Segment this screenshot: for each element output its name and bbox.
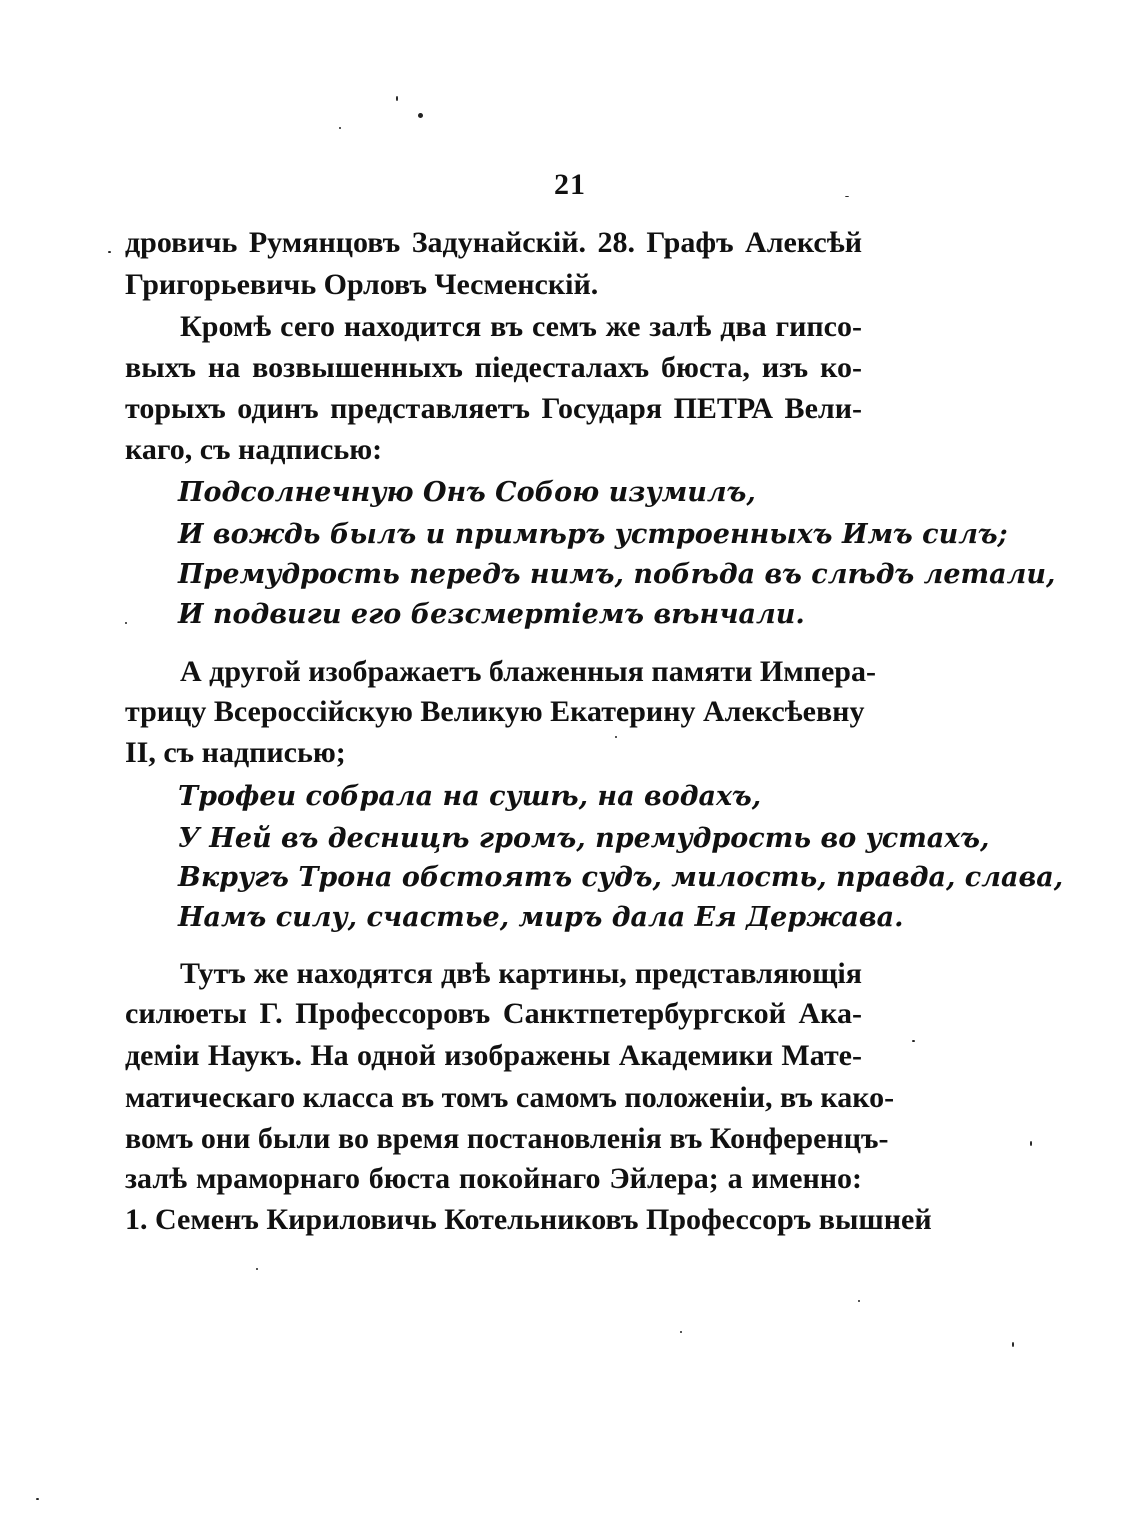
scan-speck <box>845 196 849 197</box>
scan-speck <box>858 1300 860 1302</box>
paragraph-first-line: Кромѣ сего находится въ семъ же залѣ два гипсо- <box>180 310 862 343</box>
scan-speck <box>418 113 423 118</box>
verse-line: Премудрость передъ нимъ, побѣда въ слѣдъ летали, <box>178 559 1056 590</box>
text-line: выхъ на возвышенныхъ піедесталахъ бюста, изъ ко- <box>125 351 862 384</box>
text-line: дровичь Румянцовъ Задунайскій. 28. Графъ Алексѣй <box>125 226 862 259</box>
scan-speck <box>256 1268 258 1270</box>
page-number: 21 <box>554 168 586 201</box>
text-line: вомъ они были во время постановленія въ Конференцъ- <box>125 1122 889 1155</box>
text-line: залѣ мраморнаго бюста покойнаго Эйлера; а именно: <box>125 1162 862 1195</box>
scan-speck <box>108 251 111 253</box>
scan-speck <box>125 622 127 624</box>
text-line: Григорьевичь Орловъ Чесменскій. <box>125 268 599 301</box>
text-line: II, съ надписью; <box>125 736 346 769</box>
text-line: силюеты Г. Профессоровъ Санктпетербургской Ака- <box>125 997 862 1030</box>
scan-speck <box>339 127 341 129</box>
text-line: матическаго класса въ томъ самомъ положеніи, въ како- <box>125 1081 895 1114</box>
paragraph-first-line: А другой изображаетъ блаженныя памяти Импера- <box>180 655 876 688</box>
scan-speck <box>396 96 398 101</box>
verse-line: Вкругъ Трона обстоятъ судъ, милость, правда, слава, <box>178 862 1064 893</box>
text-line: деміи Наукъ. На одной изображены Академики Мате- <box>125 1039 862 1072</box>
scan-speck <box>1012 1342 1014 1347</box>
text-line: каго, съ надписью: <box>125 433 383 466</box>
scan-speck <box>912 1040 915 1042</box>
scan-speck <box>680 1331 682 1333</box>
scan-speck <box>1030 1141 1032 1146</box>
verse-line: Трофеи собрала на сушѣ, на водахъ, <box>178 781 762 812</box>
paragraph-first-line: Тутъ же находятся двѣ картины, представляющія <box>180 957 862 990</box>
scan-speck <box>615 736 617 738</box>
verse-line: Намъ силу, счастье, миръ дала Ея Держава. <box>178 902 904 933</box>
verse-line: У Ней въ десницѣ громъ, премудрость во устахъ, <box>178 823 990 854</box>
verse-line: Подсолнечную Онъ Собою изумилъ, <box>178 477 756 508</box>
text-line: трицу Всероссійскую Великую Екатерину Алексѣевну <box>125 695 865 728</box>
verse-line: И подвиги его безсмертіемъ вѣнчали. <box>178 599 805 630</box>
text-line: 1. Семенъ Кириловичь Котельниковъ Профессоръ вышней <box>125 1203 932 1236</box>
verse-line: И вождь былъ и примѣръ устроенныхъ Имъ силъ; <box>178 519 1008 550</box>
text-line: торыхъ одинъ представляетъ Государя ПЕТРА Вели- <box>125 392 862 425</box>
scan-speck <box>36 1498 39 1500</box>
